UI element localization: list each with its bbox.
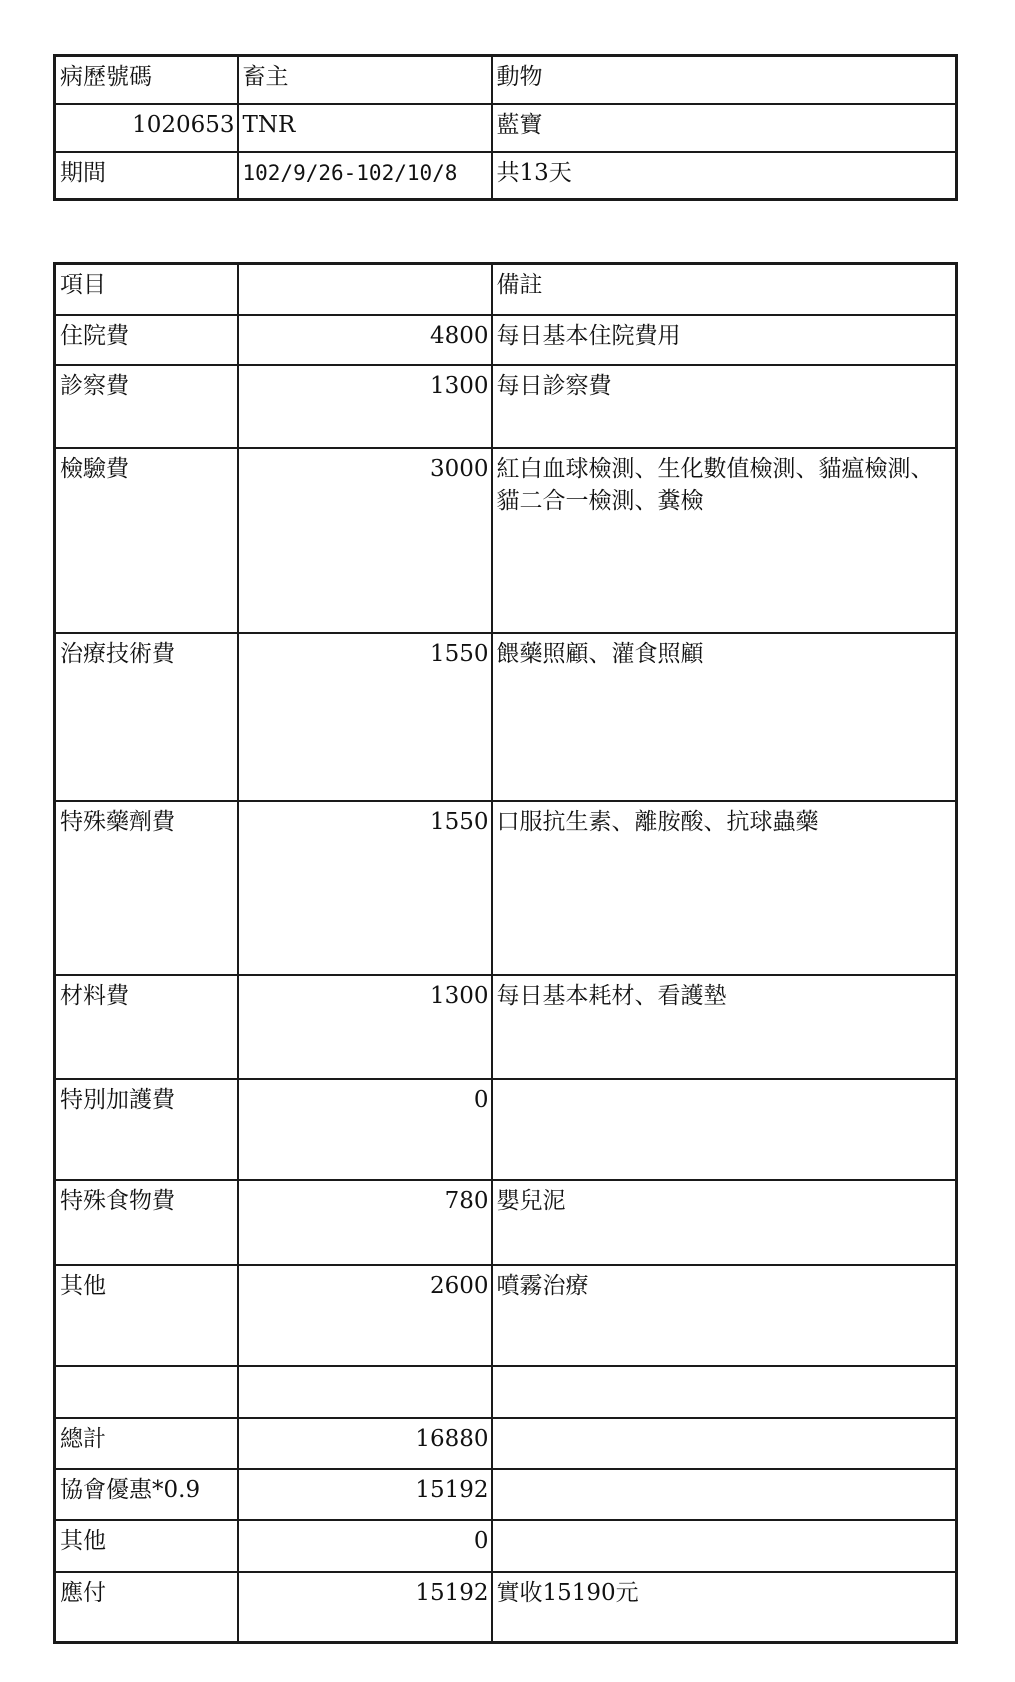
summary-row bbox=[55, 1469, 957, 1520]
table-row bbox=[55, 975, 957, 1079]
summary-row bbox=[55, 1418, 957, 1469]
item-name: 住院費 bbox=[55, 315, 238, 365]
table-row bbox=[55, 1366, 957, 1418]
item-amount: 1550 bbox=[238, 633, 492, 801]
item-note: 餵藥照顧、灌食照顧 bbox=[492, 633, 957, 801]
period-label: 期間 bbox=[55, 152, 238, 200]
owner-value: TNR bbox=[238, 104, 492, 152]
fee-header-row bbox=[55, 264, 957, 315]
item-name: 特殊藥劑費 bbox=[55, 801, 238, 975]
summary-row bbox=[55, 1520, 957, 1572]
item-note bbox=[492, 1366, 957, 1418]
table-row bbox=[55, 801, 957, 975]
animal-label: 動物 bbox=[492, 56, 957, 104]
item-name: 治療技術費 bbox=[55, 633, 238, 801]
item-name: 其他 bbox=[55, 1265, 238, 1366]
fee-table bbox=[53, 262, 958, 1644]
owner-label: 畜主 bbox=[238, 56, 492, 104]
item-note: 每日基本耗材、看護墊 bbox=[492, 975, 957, 1079]
item-amount: 1300 bbox=[238, 365, 492, 448]
header-value-row bbox=[55, 104, 957, 152]
header-label-row bbox=[55, 56, 957, 104]
item-amount: 1300 bbox=[238, 975, 492, 1079]
table-row bbox=[55, 448, 957, 633]
table-row bbox=[55, 365, 957, 448]
summary-note bbox=[492, 1418, 957, 1469]
table-row bbox=[55, 1265, 957, 1366]
item-name: 檢驗費 bbox=[55, 448, 238, 633]
item-amount: 1550 bbox=[238, 801, 492, 975]
summary-amount: 0 bbox=[238, 1520, 492, 1572]
item-header: 項目 bbox=[55, 264, 238, 315]
item-name bbox=[55, 1366, 238, 1418]
summary-note bbox=[492, 1520, 957, 1572]
item-note: 噴霧治療 bbox=[492, 1265, 957, 1366]
note-header: 備註 bbox=[492, 264, 957, 315]
item-note: 紅白血球檢測、生化數值檢測、貓瘟檢測、貓二合一檢測、糞檢 bbox=[492, 448, 957, 633]
item-note bbox=[492, 1079, 957, 1180]
item-amount: 780 bbox=[238, 1180, 492, 1265]
summary-label: 其他 bbox=[55, 1520, 238, 1572]
item-amount: 0 bbox=[238, 1079, 492, 1180]
table-row bbox=[55, 1180, 957, 1265]
summary-label: 協會優惠*0.9 bbox=[55, 1469, 238, 1520]
patient-info-table bbox=[53, 54, 958, 201]
item-name: 特別加護費 bbox=[55, 1079, 238, 1180]
item-amount: 4800 bbox=[238, 315, 492, 365]
item-name: 診察費 bbox=[55, 365, 238, 448]
item-note: 每日基本住院費用 bbox=[492, 315, 957, 365]
item-note: 嬰兒泥 bbox=[492, 1180, 957, 1265]
item-name: 材料費 bbox=[55, 975, 238, 1079]
amount-header bbox=[238, 264, 492, 315]
item-note: 每日診察費 bbox=[492, 365, 957, 448]
summary-label: 應付 bbox=[55, 1572, 238, 1643]
period-value: 102/9/26-102/10/8 bbox=[238, 152, 492, 200]
item-note: 口服抗生素、離胺酸、抗球蟲藥 bbox=[492, 801, 957, 975]
item-amount bbox=[238, 1366, 492, 1418]
summary-row bbox=[55, 1572, 957, 1643]
summary-amount: 15192 bbox=[238, 1572, 492, 1643]
summary-amount: 16880 bbox=[238, 1418, 492, 1469]
record-no-label: 病歷號碼 bbox=[55, 56, 238, 104]
item-name: 特殊食物費 bbox=[55, 1180, 238, 1265]
record-no-value: 1020653 bbox=[55, 104, 238, 152]
animal-value: 藍寶 bbox=[492, 104, 957, 152]
summary-label: 總計 bbox=[55, 1418, 238, 1469]
period-row bbox=[55, 152, 957, 200]
summary-note: 實收15190元 bbox=[492, 1572, 957, 1643]
table-row bbox=[55, 1079, 957, 1180]
summary-note bbox=[492, 1469, 957, 1520]
summary-amount: 15192 bbox=[238, 1469, 492, 1520]
item-amount: 3000 bbox=[238, 448, 492, 633]
duration-value: 共13天 bbox=[492, 152, 957, 200]
item-amount: 2600 bbox=[238, 1265, 492, 1366]
table-row bbox=[55, 315, 957, 365]
table-row bbox=[55, 633, 957, 801]
